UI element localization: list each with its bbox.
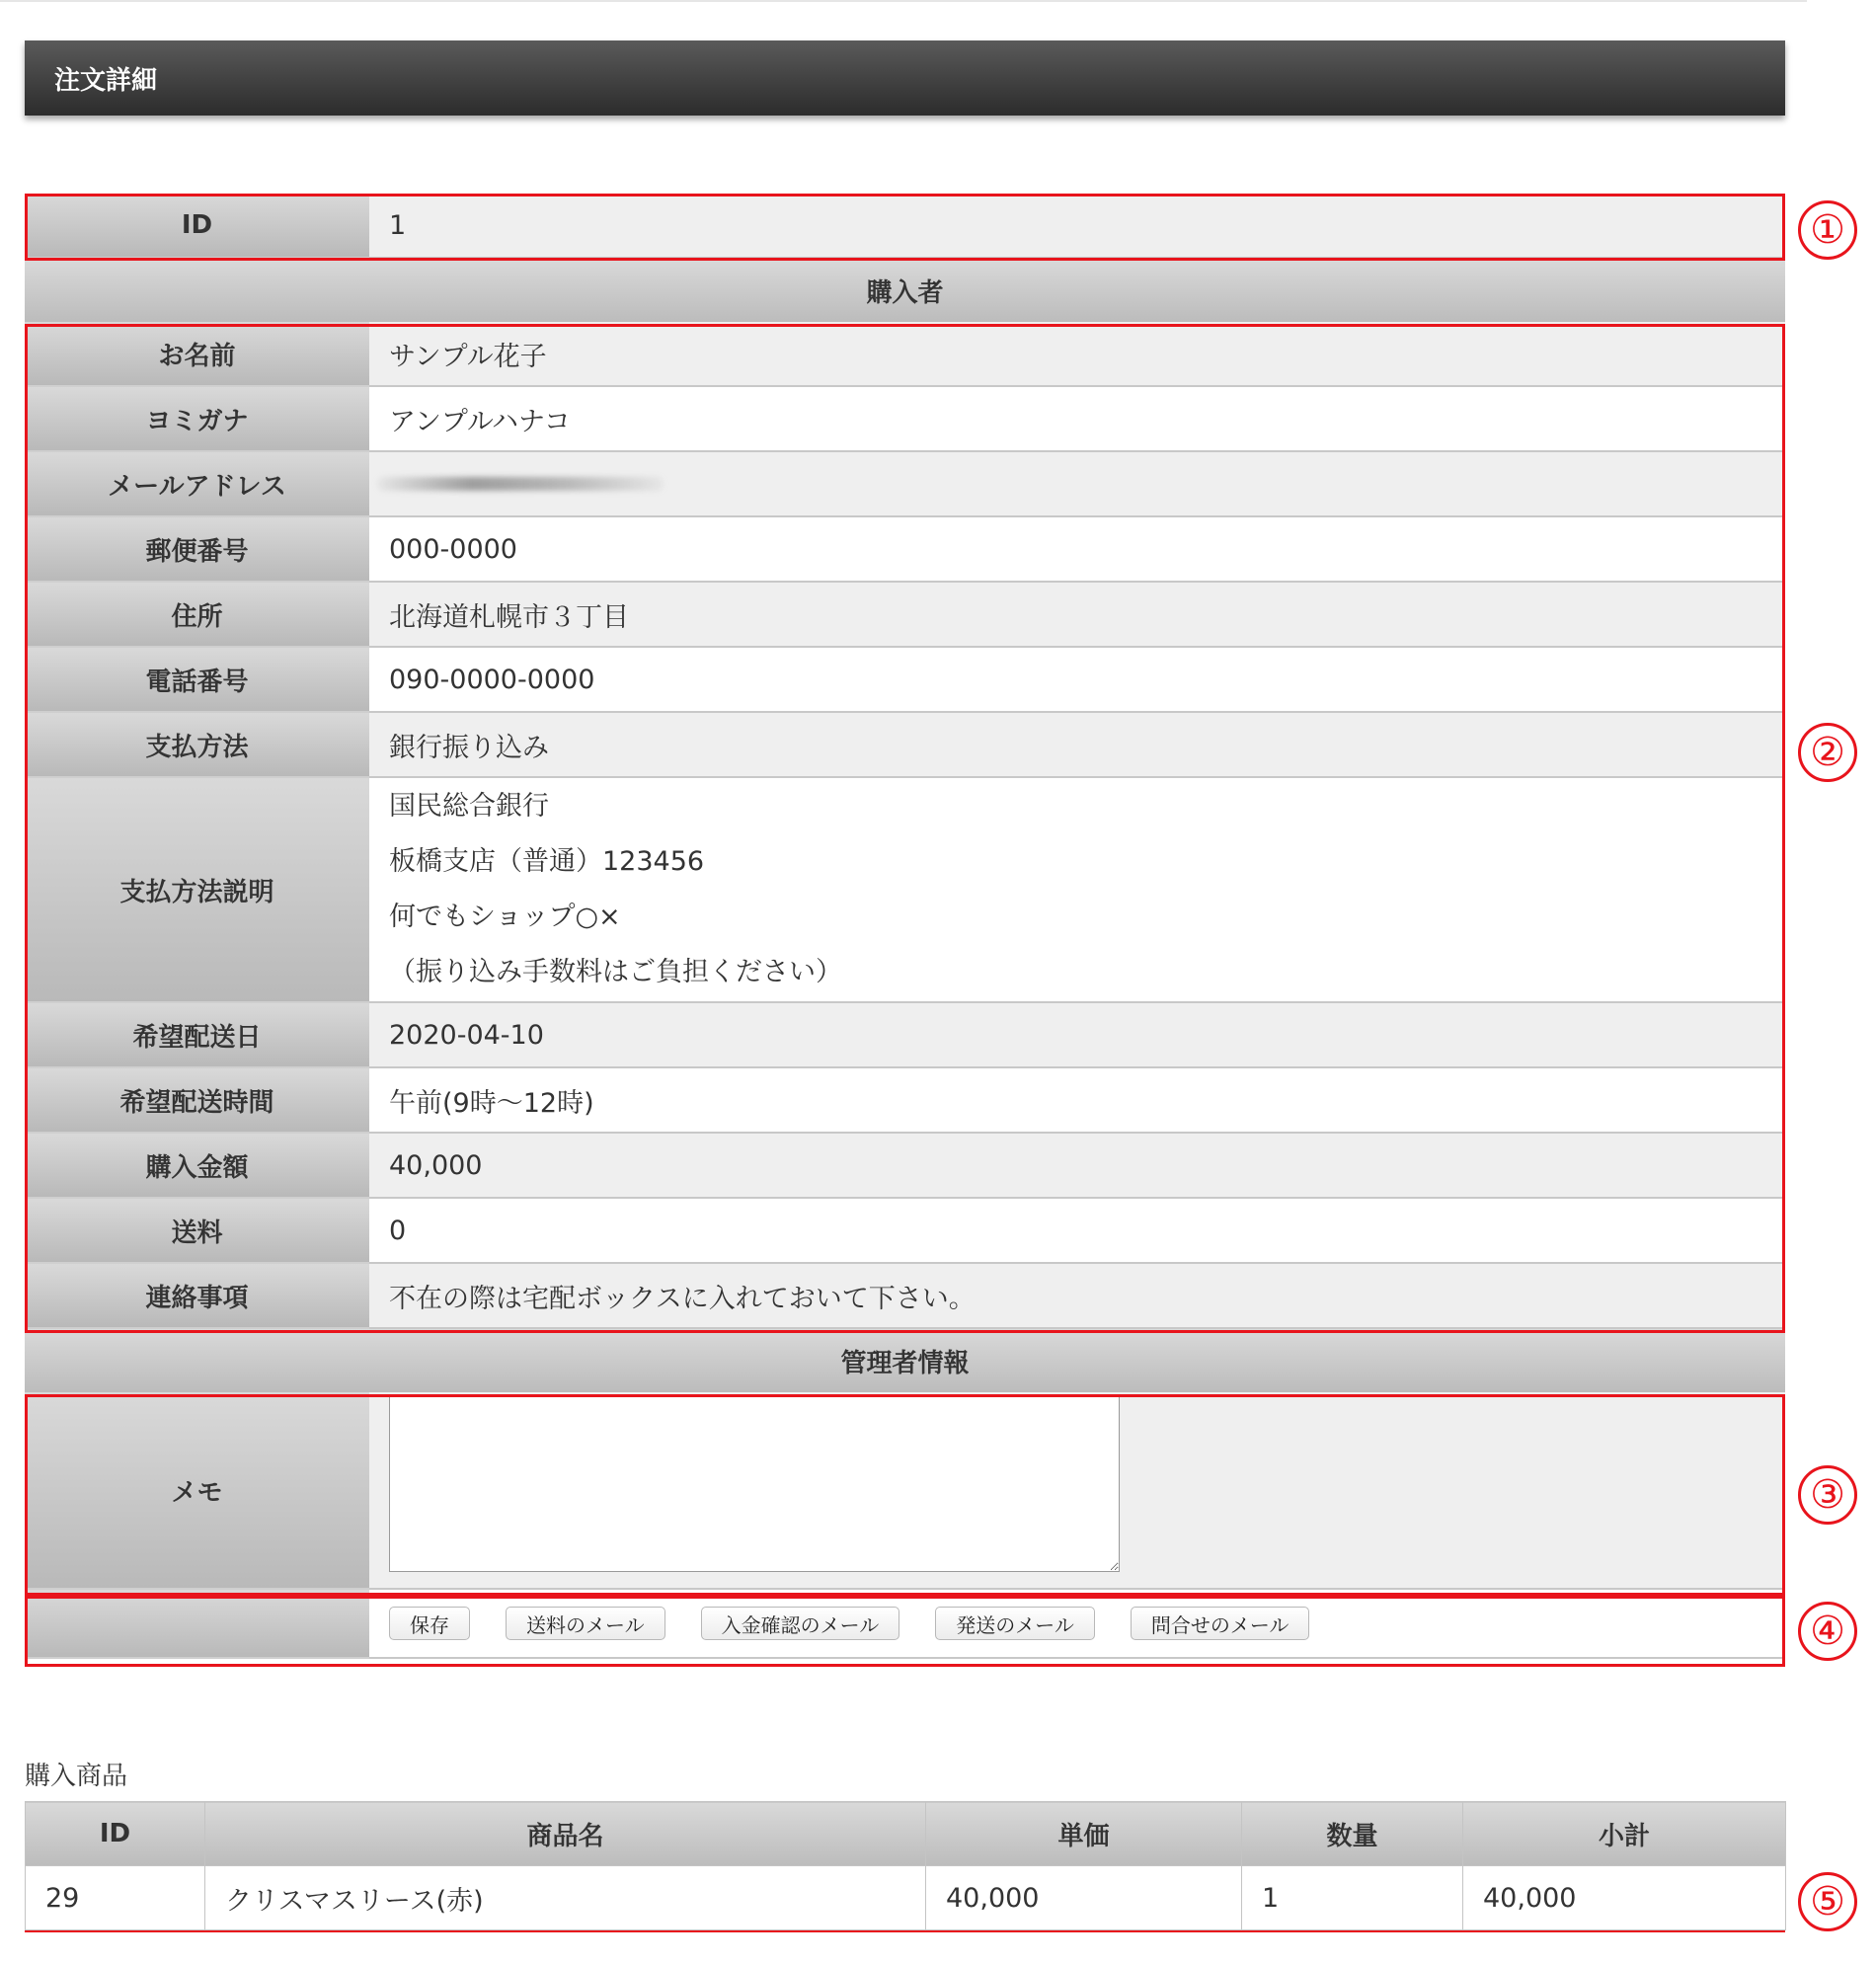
cell-name: クリスマスリース(赤) [205,1866,926,1930]
annotation-marker-1: ① [1798,200,1857,260]
field-value: アンプルハナコ [369,387,1785,452]
field-label: 郵便番号 [25,517,369,583]
memo-label: メモ [25,1392,369,1590]
annotation-marker-4: ④ [1798,1602,1857,1661]
field-label: 希望配送時間 [25,1068,369,1134]
order-id-value: 1 [369,194,1785,259]
field-label: 住所 [25,583,369,648]
memo-textarea[interactable] [389,1394,1120,1572]
field-row-notes [25,1264,1785,1329]
field-label: 購入金額 [25,1134,369,1199]
order-detail-table [25,194,1785,1659]
cell-id: 29 [26,1866,205,1930]
field-label: お名前 [25,322,369,387]
field-value-email [369,452,1785,517]
field-value: 北海道札幌市３丁目 [369,583,1785,648]
payment-desc-line: 国民総合銀行 [389,791,549,822]
field-label: 希望配送日 [25,1003,369,1068]
field-label: ヨミガナ [25,387,369,452]
field-value: 不在の際は宅配ボックスに入れておいて下さい。 [369,1264,1785,1329]
page-title: 注文詳細 [54,65,158,96]
field-value: 000-0000 [369,517,1785,583]
field-row-delivery-date [25,1003,1785,1068]
page-title-bar [25,40,1785,116]
field-row-email [25,452,1785,517]
annotation-marker-2: ② [1798,723,1857,782]
field-value: 0 [369,1199,1785,1264]
payment-desc-line: 板橋支店（普通）123456 [389,846,705,877]
save-button[interactable]: 保存 [389,1607,470,1640]
cell-subtotal: 40,000 [1463,1866,1786,1930]
field-label: 連絡事項 [25,1264,369,1329]
field-row-payment-desc [25,778,1785,1003]
products-title: 購入商品 [25,1762,128,1791]
order-id-label: ID [25,194,369,259]
field-label: 支払方法 [25,713,369,778]
action-buttons [369,1590,1785,1659]
products-header-row [26,1802,1786,1866]
field-row-zip [25,517,1785,583]
inquiry-mail-button[interactable]: 問合せのメール [1131,1607,1310,1640]
field-label: 支払方法説明 [25,778,369,1003]
field-value: 090-0000-0000 [369,648,1785,713]
action-row-label [25,1590,369,1659]
field-value: 40,000 [369,1134,1785,1199]
field-value: 午前(9時～12時) [369,1068,1785,1134]
annotation-marker-3: ③ [1798,1465,1857,1525]
field-label: 送料 [25,1199,369,1264]
shipping-fee-mail-button[interactable]: 送料のメール [506,1607,665,1640]
field-label: 電話番号 [25,648,369,713]
memo-cell [369,1392,1785,1590]
payment-desc-line: （振り込み手数料はご負担ください） [389,957,842,987]
field-row-kana [25,387,1785,452]
order-id-row [25,194,1785,259]
column-header-subtotal: 小計 [1463,1802,1786,1866]
shipment-mail-button[interactable]: 発送のメール [935,1607,1095,1640]
field-row-name [25,322,1785,387]
field-value: 2020-04-10 [369,1003,1785,1068]
top-divider [0,0,1807,2]
cell-qty: 1 [1242,1866,1463,1930]
annotation-marker-5: ⑤ [1798,1872,1857,1931]
admin-section-header: 管理者情報 [25,1329,1785,1392]
column-header-price: 単価 [926,1802,1242,1866]
action-buttons-row [25,1590,1785,1659]
field-row-delivery-time [25,1068,1785,1134]
memo-row [25,1392,1785,1590]
field-value: サンプル花子 [369,322,1785,387]
column-header-name: 商品名 [205,1802,926,1866]
payment-confirm-mail-button[interactable]: 入金確認のメール [701,1607,900,1640]
products-table [25,1801,1786,1930]
field-row-address [25,583,1785,648]
field-value-multiline [369,778,1785,1003]
field-row-payment [25,713,1785,778]
column-header-qty: 数量 [1242,1802,1463,1866]
table-row [26,1866,1786,1930]
field-row-shipping [25,1199,1785,1264]
field-row-phone [25,648,1785,713]
buyer-section-header: 購入者 [25,259,1785,322]
column-header-id: ID [26,1802,205,1866]
field-label: メールアドレス [25,452,369,517]
field-row-amount [25,1134,1785,1199]
email-redacted-blur [377,477,664,491]
payment-desc-line: 何でもショップ○× [389,902,621,932]
cell-price: 40,000 [926,1866,1242,1930]
field-value: 銀行振り込み [369,713,1785,778]
